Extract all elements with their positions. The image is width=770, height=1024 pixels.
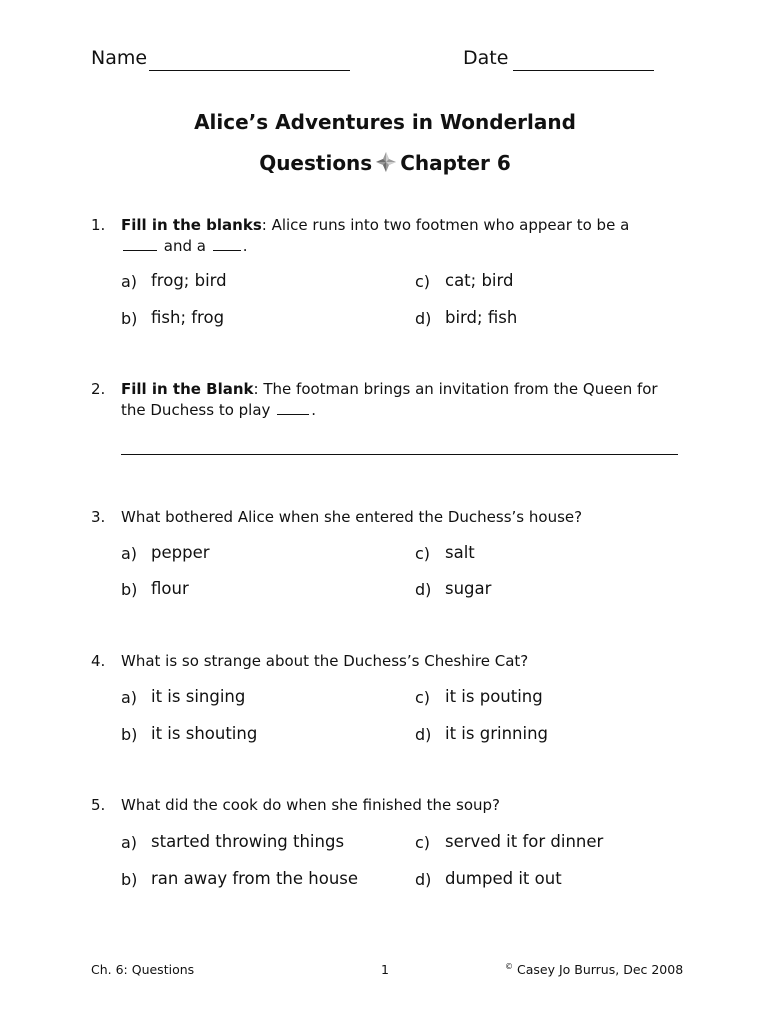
question-1-option-c-letter: c) [415, 272, 431, 291]
question-1-blank-2[interactable] [213, 250, 241, 251]
question-3-option-a[interactable]: pepper [151, 543, 210, 562]
question-1-instruction: Fill in the blanks [121, 216, 262, 234]
question-5-number: 5. [91, 796, 106, 814]
question-3-option-b[interactable]: flour [151, 579, 189, 598]
question-4-option-c[interactable]: it is pouting [445, 687, 543, 706]
question-5-text: What did the cook do when she finished the soup? [121, 796, 500, 814]
question-1-option-d-letter: d) [415, 309, 432, 328]
question-4-option-a-letter: a) [121, 688, 138, 707]
question-1-option-a-letter: a) [121, 272, 138, 291]
question-5-option-a-letter: a) [121, 833, 138, 852]
question-1-option-a[interactable]: frog; bird [151, 271, 227, 290]
question-3-option-b-letter: b) [121, 580, 138, 599]
question-1-blank-1[interactable] [123, 250, 157, 251]
footer-author: Casey Jo Burrus, Dec 2008 [516, 962, 684, 978]
question-1-option-c[interactable]: cat; bird [445, 271, 514, 290]
question-2-answer-line[interactable] [121, 436, 678, 455]
question-1-prompt-c: . [242, 237, 248, 255]
question-1-option-b[interactable]: fish; frog [151, 308, 225, 327]
question-1-text [121, 215, 681, 257]
question-1-number: 1. [91, 216, 106, 234]
question-2-blank[interactable] [277, 414, 309, 415]
chapter-subtitle [0, 151, 770, 177]
footer-copyright [505, 962, 683, 977]
question-2-prompt-a: : The footman brings an invitation from the Queen for [253, 380, 658, 398]
question-4-option-b-letter: b) [121, 725, 138, 744]
question-5-option-c-letter: c) [415, 833, 431, 852]
question-2-prompt-b: the Duchess to play [121, 401, 271, 419]
subtitle-chapter: Chapter 6 [400, 151, 511, 175]
question-5-option-d-letter: d) [415, 870, 432, 889]
question-1-prompt-b: and a [163, 237, 206, 255]
question-2-number: 2. [91, 380, 106, 398]
footer-chapter-label: Ch. 6: Questions [91, 962, 195, 977]
question-1-option-d[interactable]: bird; fish [445, 308, 518, 327]
question-3-text: What bothered Alice when she entered the Duchess’s house? [121, 508, 583, 526]
question-5-option-b[interactable]: ran away from the house [151, 869, 359, 888]
date-label: Date [463, 47, 509, 69]
question-4-option-a[interactable]: it is singing [151, 687, 246, 706]
page-number: 1 [381, 962, 389, 977]
question-5-option-c[interactable]: served it for dinner [445, 832, 604, 851]
question-4-option-d-letter: d) [415, 725, 432, 744]
question-5-option-d[interactable]: dumped it out [445, 869, 562, 888]
page-title: Alice’s Adventures in Wonderland [194, 110, 576, 134]
question-4-text: What is so strange about the Duchess’s Cheshire Cat? [121, 652, 529, 670]
subtitle-questions: Questions [259, 151, 373, 175]
question-2-text [121, 379, 691, 421]
question-2-prompt-c: . [311, 401, 316, 419]
copyright-symbol: © [505, 962, 513, 971]
diamond-star-icon [376, 152, 396, 177]
question-3-option-d-letter: d) [415, 580, 432, 599]
question-3-option-a-letter: a) [121, 544, 138, 563]
name-field[interactable] [149, 50, 350, 71]
question-3-option-d[interactable]: sugar [445, 579, 492, 598]
name-label: Name [91, 47, 148, 69]
question-4-option-d[interactable]: it is grinning [445, 724, 548, 743]
question-3-number: 3. [91, 508, 106, 526]
question-4-number: 4. [91, 652, 106, 670]
question-1-option-b-letter: b) [121, 309, 138, 328]
date-field[interactable] [513, 50, 654, 71]
question-5-option-b-letter: b) [121, 870, 138, 889]
question-4-option-b[interactable]: it is shouting [151, 724, 258, 743]
question-3-option-c[interactable]: salt [445, 543, 475, 562]
question-4-option-c-letter: c) [415, 688, 431, 707]
question-3-option-c-letter: c) [415, 544, 431, 563]
question-5-option-a[interactable]: started throwing things [151, 832, 345, 851]
question-1-prompt-a: : Alice runs into two footmen who appear to be a [261, 216, 630, 234]
question-2-instruction: Fill in the Blank [121, 380, 254, 398]
